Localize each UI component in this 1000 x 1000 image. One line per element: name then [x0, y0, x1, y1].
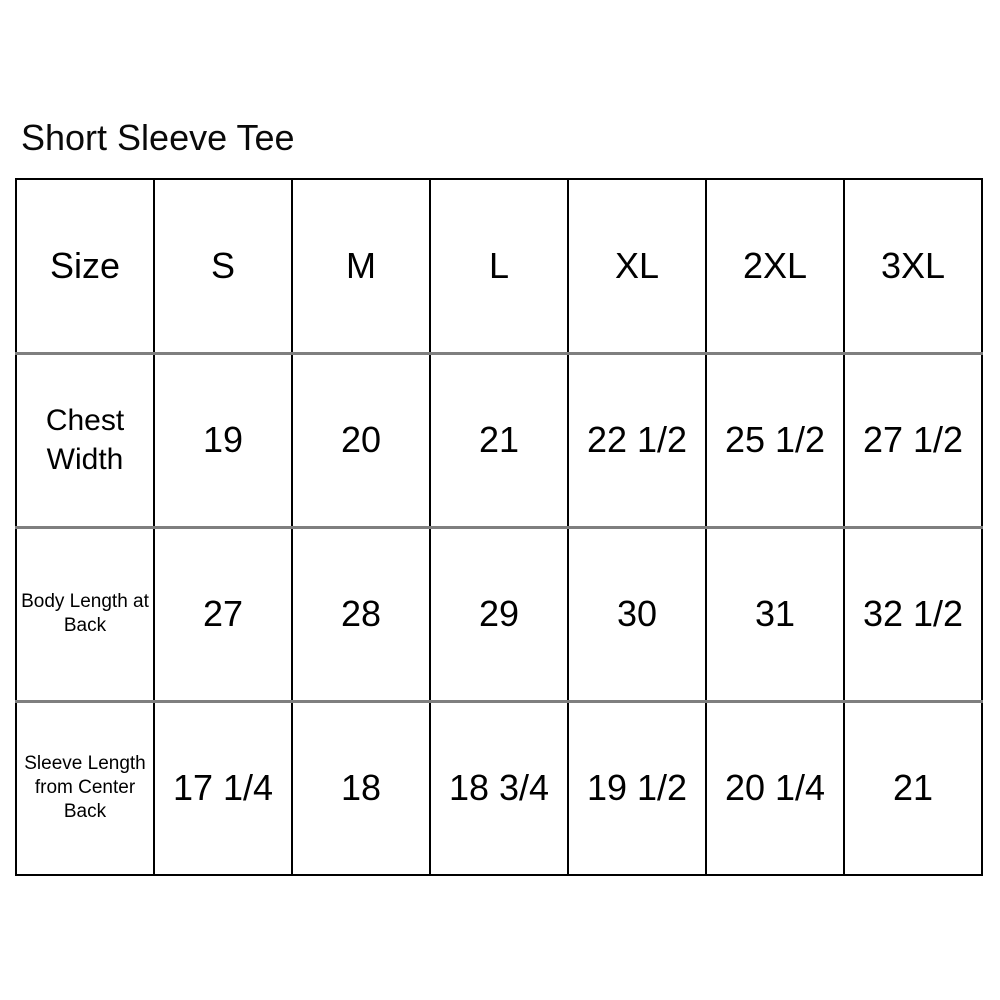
value-cell: 18 — [292, 701, 430, 875]
table-row-sleeve-length — [16, 701, 982, 875]
header-cell-size: Size — [16, 179, 154, 353]
value-cell: 31 — [706, 527, 844, 701]
header-cell-xl: XL — [568, 179, 706, 353]
row-label-body-length: Body Length at Back — [16, 527, 154, 701]
value-cell: 20 1/4 — [706, 701, 844, 875]
value-cell: 20 — [292, 353, 430, 527]
value-cell: 32 1/2 — [844, 527, 982, 701]
header-cell-l: L — [430, 179, 568, 353]
header-row — [16, 179, 982, 353]
row-label-sleeve-length: Sleeve Length from Center Back — [16, 701, 154, 875]
row-label-chest-width: Chest Width — [16, 353, 154, 527]
value-cell: 22 1/2 — [568, 353, 706, 527]
size-chart-table — [15, 178, 983, 876]
value-cell: 27 1/2 — [844, 353, 982, 527]
header-cell-2xl: 2XL — [706, 179, 844, 353]
table-row-chest-width — [16, 353, 982, 527]
value-cell: 21 — [844, 701, 982, 875]
header-cell-m: M — [292, 179, 430, 353]
header-cell-s: S — [154, 179, 292, 353]
value-cell: 19 — [154, 353, 292, 527]
value-cell: 19 1/2 — [568, 701, 706, 875]
header-cell-3xl: 3XL — [844, 179, 982, 353]
value-cell: 18 3/4 — [430, 701, 568, 875]
value-cell: 27 — [154, 527, 292, 701]
table-row-body-length — [16, 527, 982, 701]
value-cell: 21 — [430, 353, 568, 527]
value-cell: 17 1/4 — [154, 701, 292, 875]
value-cell: 28 — [292, 527, 430, 701]
page-title: Short Sleeve Tee — [21, 117, 295, 158]
value-cell: 25 1/2 — [706, 353, 844, 527]
value-cell: 30 — [568, 527, 706, 701]
value-cell: 29 — [430, 527, 568, 701]
